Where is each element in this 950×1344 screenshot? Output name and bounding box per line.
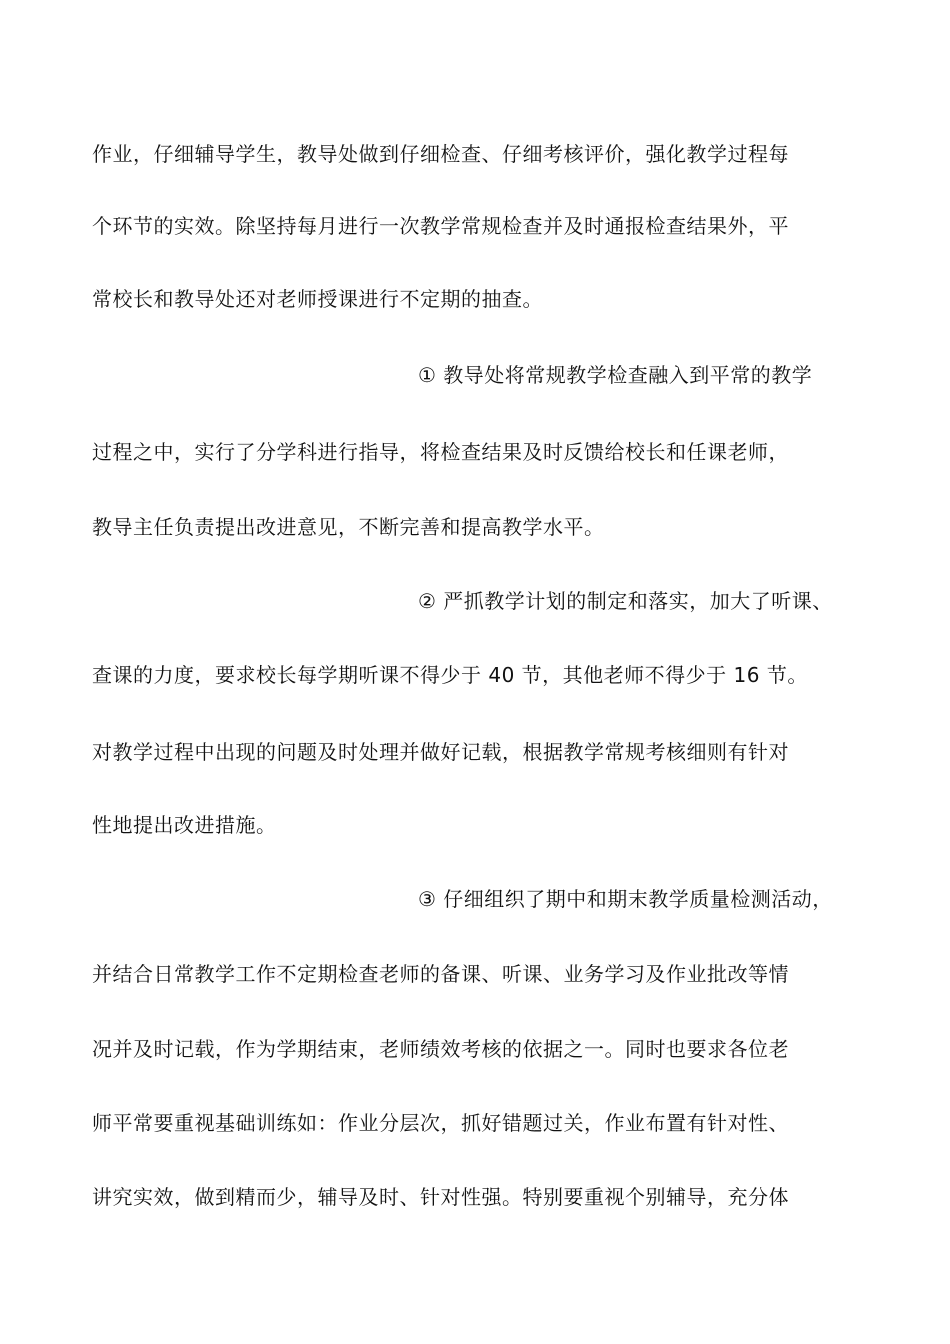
text-line: 教导主任负责提出改进意见，不断完善和提高教学水平。 [92, 515, 605, 539]
text-line: 师平常要重视基础训练如：作业分层次，抓好错题过关，作业布置有针对性、 [92, 1111, 789, 1135]
numbered-item-3: ③ 仔细组织了期中和期末教学质量检测活动， [418, 887, 833, 911]
text-line: 性地提出改进措施。 [92, 813, 277, 837]
text-line: 作业，仔细辅导学生，教导处做到仔细检查、仔细考核评价，强化教学过程每 [92, 142, 789, 166]
text-line: 况并及时记载，作为学期结束，老师绩效考核的依据之一。同时也要求各位老 [92, 1037, 789, 1061]
text-line: 个环节的实效。除坚持每月进行一次教学常规检查并及时通报检查结果外，平 [92, 214, 789, 238]
numbered-item-2: ② 严抓教学计划的制定和落实，加大了听课、 [418, 589, 833, 613]
text-line: 对教学过程中出现的问题及时处理并做好记载，根据教学常规考核细则有针对 [92, 740, 789, 764]
text-line: 常校长和教导处还对老师授课进行不定期的抽查。 [92, 287, 543, 311]
numbered-item-1: ① 教导处将常规教学检查融入到平常的教学 [418, 363, 813, 387]
text-line: 查课的力度，要求校长每学期听课不得少于 40 节，其他老师不得少于 16 节。 [92, 663, 808, 687]
text-line: 过程之中，实行了分学科进行指导，将检查结果及时反馈给校长和任课老师， [92, 440, 789, 464]
text-line: 讲究实效，做到精而少，辅导及时、针对性强。特别要重视个别辅导，充分体 [92, 1185, 789, 1209]
text-line: 并结合日常教学工作不定期检查老师的备课、听课、业务学习及作业批改等情 [92, 962, 789, 986]
